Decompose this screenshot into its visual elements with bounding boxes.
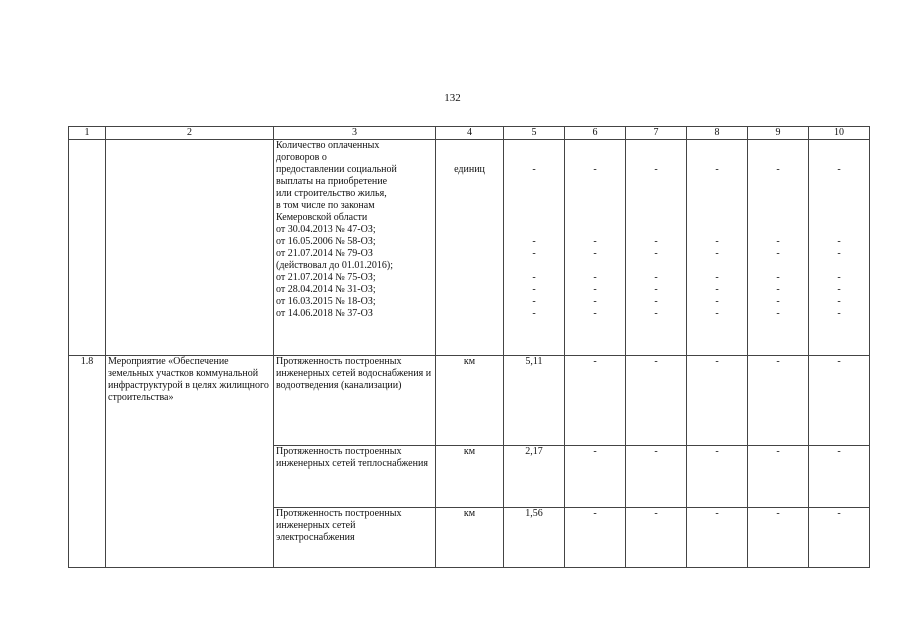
- indicator-line: Кемеровской области: [276, 212, 368, 223]
- table-row: [69, 356, 870, 446]
- value-cell: - - - - - - -: [626, 140, 687, 356]
- value-cell: - - - - - - -: [565, 140, 626, 356]
- value-cell: -: [748, 356, 809, 446]
- row-number-cell: [69, 140, 106, 356]
- indicator-line: Количество оплаченных: [276, 140, 380, 151]
- indicator-line: от 16.05.2006 № 58-ОЗ;: [276, 236, 376, 247]
- value-cell: - - - - - - -: [504, 140, 565, 356]
- unit-cell: км: [436, 356, 504, 446]
- value-cell: - - - - - - -: [809, 140, 870, 356]
- page-number: 132: [444, 92, 461, 104]
- value-cell: -: [748, 446, 809, 508]
- header-cell: 10: [809, 127, 870, 140]
- indicator-line: выплаты на приобретение: [276, 176, 388, 187]
- unit-value: единиц: [454, 164, 485, 175]
- value-cell: -: [748, 508, 809, 568]
- indicator-cell: Протяженность построенных инженерных сетей водоснабжения и водоотведения (канализации): [274, 356, 436, 446]
- indicator-line: от 21.07.2014 № 79-ОЗ: [276, 248, 373, 259]
- value-cell: -: [626, 356, 687, 446]
- header-cell: 7: [626, 127, 687, 140]
- indicator-line: от 21.07.2014 № 75-ОЗ;: [276, 272, 376, 283]
- indicator-line: (действовал до 01.01.2016);: [276, 260, 393, 271]
- header-cell: 5: [504, 127, 565, 140]
- value-cell: -: [626, 508, 687, 568]
- value-cell: -: [687, 356, 748, 446]
- value-cell: -: [809, 356, 870, 446]
- header-row: [69, 127, 870, 140]
- value-cell: -: [626, 446, 687, 508]
- indicator-line: от 16.03.2015 № 18-ОЗ;: [276, 296, 376, 307]
- header-cell: 1: [69, 127, 106, 140]
- value-cell: 1,56: [504, 508, 565, 568]
- value-cell: -: [809, 508, 870, 568]
- unit-cell: [436, 140, 504, 356]
- indicator-line: предоставлении социальной: [276, 164, 397, 175]
- value-cell: -: [809, 446, 870, 508]
- indicator-line: в том числе по законам: [276, 200, 375, 211]
- indicator-line: договоров о: [276, 152, 327, 163]
- value-cell: -: [565, 356, 626, 446]
- header-cell: 6: [565, 127, 626, 140]
- unit-cell: км: [436, 446, 504, 508]
- value-cell: -: [565, 446, 626, 508]
- header-cell: 3: [274, 127, 436, 140]
- header-cell: 4: [436, 127, 504, 140]
- table-row: [69, 140, 870, 356]
- value-cell: - - - - - - -: [748, 140, 809, 356]
- indicator-cell: Протяженность построенных инженерных сетей теплоснабжения: [274, 446, 436, 508]
- value-cell: - - - - - - -: [687, 140, 748, 356]
- header-cell: 8: [687, 127, 748, 140]
- value-cell: -: [687, 508, 748, 568]
- indicator-line: от 30.04.2013 № 47-ОЗ;: [276, 224, 376, 235]
- unit-cell: км: [436, 508, 504, 568]
- value-cell: -: [565, 508, 626, 568]
- indicator-line: от 14.06.2018 № 37-ОЗ: [276, 308, 373, 319]
- header-cell: 2: [106, 127, 274, 140]
- value-cell: -: [687, 446, 748, 508]
- header-cell: 9: [748, 127, 809, 140]
- indicator-line: от 28.04.2014 № 31-ОЗ;: [276, 284, 376, 295]
- row-number-cell: 1.8: [69, 356, 106, 568]
- indicator-cell: Протяженность построенных инженерных сетей электроснабжения: [274, 508, 436, 568]
- measure-cell: Мероприятие «Обеспечение земельных участков коммунальной инфраструктурой в целях жилищного строительства»: [106, 356, 274, 568]
- indicator-line: или строительство жилья,: [276, 188, 387, 199]
- value-cell: 2,17: [504, 446, 565, 508]
- measure-cell: [106, 140, 274, 356]
- indicator-cell: [274, 140, 436, 356]
- value-cell: 5,11: [504, 356, 565, 446]
- program-indicators-table: [68, 126, 870, 568]
